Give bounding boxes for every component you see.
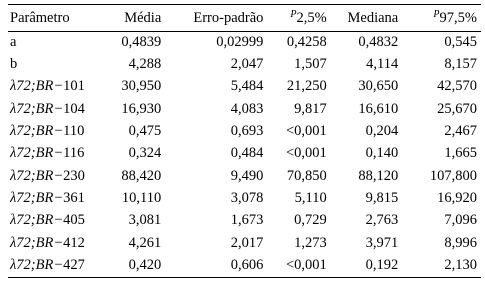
parametro-prefix: λ72;BR− (10, 234, 64, 251)
cell-p97-5: 1,665 (444, 145, 477, 162)
cell-p97-5: 42,570 (437, 78, 477, 95)
cell-mediana: 88,120 (358, 167, 399, 184)
cell-parametro (8, 165, 110, 187)
cell-erro-padrao: 2,047 (230, 56, 264, 73)
parametro-code: 101 (63, 78, 85, 95)
table-row (8, 76, 481, 98)
parametro-code: 110 (63, 123, 85, 140)
parametro-prefix: λ72;BR− (10, 100, 64, 117)
parametro-code: b (10, 56, 18, 73)
cell-erro-padrao: 4,083 (230, 100, 264, 117)
header-p2-5-value: 2,5% (296, 9, 327, 26)
parametro-prefix: λ72;BR− (10, 256, 64, 273)
cell-mediana: 2,763 (365, 212, 399, 229)
cell-media: 0,420 (128, 256, 162, 273)
cell-p2-5: 0,4258 (286, 33, 327, 50)
table-header (8, 5, 481, 31)
cell-mediana: 4,114 (366, 56, 399, 73)
cell-mediana: 0,4832 (358, 33, 399, 50)
cell-mediana: 0,140 (365, 145, 399, 162)
cell-mediana: 3,971 (365, 234, 399, 251)
table-body (8, 31, 481, 276)
cell-p2-5: <0,001 (285, 256, 327, 273)
cell-p2-5: <0,001 (285, 145, 327, 162)
cell-erro-padrao: 5,484 (230, 78, 264, 95)
header-media: Média (124, 9, 162, 26)
cell-parametro (8, 209, 110, 231)
cell-mediana: 0,204 (365, 123, 399, 140)
header-row (8, 5, 481, 31)
cell-parametro (8, 98, 110, 120)
parametro-prefix: λ72;BR− (10, 189, 64, 206)
cell-p97-5: 107,800 (429, 167, 477, 184)
cell-erro-padrao: 9,490 (230, 167, 264, 184)
cell-erro-padrao: 2,017 (230, 234, 264, 251)
cell-erro-padrao: 0,02999 (216, 33, 264, 50)
cell-erro-padrao: 0,606 (230, 256, 264, 273)
cell-p97-5: 7,096 (444, 212, 477, 229)
cell-media: 3,081 (128, 212, 162, 229)
cell-p97-5: 2,467 (444, 123, 477, 140)
cell-parametro (8, 187, 110, 209)
cell-erro-padrao: 3,078 (230, 189, 264, 206)
table-row (8, 232, 481, 254)
table-row (8, 120, 481, 142)
parametro-prefix: λ72;BR− (10, 212, 64, 229)
cell-media: 10,110 (121, 189, 162, 206)
cell-media: 16,930 (121, 100, 162, 117)
cell-media: 0,324 (128, 145, 162, 162)
table-row (8, 187, 481, 209)
cell-p2-5: 1,507 (294, 56, 327, 73)
table-row (8, 53, 481, 75)
cell-media: 4,288 (128, 56, 162, 73)
table-row (8, 98, 481, 120)
cell-parametro (8, 120, 110, 142)
cell-p97-5: 8,996 (444, 234, 477, 251)
header-erro-padrao: Erro-padrão (193, 9, 264, 26)
cell-mediana: 30,650 (358, 78, 399, 95)
cell-media: 30,950 (121, 78, 162, 95)
cell-mediana: 16,610 (358, 100, 399, 117)
cell-p97-5: 16,920 (437, 189, 477, 206)
cell-p97-5: 2,130 (444, 256, 477, 273)
cell-erro-padrao: 0,484 (230, 145, 264, 162)
cell-parametro (8, 232, 110, 254)
table-bottom-rule (8, 277, 481, 278)
header-p97-5-symbol: P (433, 8, 440, 20)
table-row (8, 209, 481, 231)
cell-p97-5: 8,157 (444, 56, 477, 73)
parametro-code: 405 (63, 212, 85, 229)
parametro-prefix: λ72;BR− (10, 167, 64, 184)
cell-p2-5: 0,729 (294, 212, 327, 229)
table-row (8, 254, 481, 276)
header-mediana: Mediana (347, 9, 399, 26)
cell-p2-5: 5,110 (294, 189, 327, 206)
cell-p2-5: <0,001 (285, 123, 327, 140)
cell-p2-5: 70,850 (286, 167, 327, 184)
parametro-code: 412 (63, 234, 85, 251)
cell-erro-padrao: 1,673 (230, 212, 264, 229)
cell-p2-5: 9,817 (294, 100, 327, 117)
parametro-code: 361 (63, 189, 85, 206)
cell-erro-padrao: 0,693 (230, 123, 264, 140)
cell-media: 0,4839 (121, 33, 162, 50)
cell-p97-5: 0,545 (444, 33, 477, 50)
cell-parametro (8, 76, 110, 98)
cell-parametro (8, 53, 110, 75)
cell-parametro (8, 254, 110, 276)
cell-media: 88,420 (121, 167, 162, 184)
parametro-prefix: λ72;BR− (10, 145, 64, 162)
table-row (8, 142, 481, 164)
cell-media: 0,475 (128, 123, 162, 140)
parametro-code: 230 (63, 167, 85, 184)
cell-p2-5: 21,250 (286, 78, 327, 95)
cell-p97-5: 25,670 (437, 100, 477, 117)
header-p97-5 (400, 5, 481, 31)
header-p2-5-symbol: P (290, 8, 297, 20)
cell-media: 4,261 (128, 234, 162, 251)
header-p2-5 (265, 5, 328, 31)
parametro-code: 116 (63, 145, 85, 162)
table-row (8, 165, 481, 187)
parametro-prefix: λ72;BR− (10, 123, 64, 140)
cell-mediana: 9,815 (365, 189, 399, 206)
parametro-code: 104 (63, 100, 85, 117)
parametro-prefix: λ72;BR− (10, 78, 64, 95)
cell-mediana: 0,192 (365, 256, 399, 273)
cell-parametro (8, 142, 110, 164)
cell-p2-5: 1,273 (294, 234, 327, 251)
header-parametro: Parâmetro (10, 9, 70, 26)
parameter-estimates-table (8, 5, 481, 276)
table-row (8, 31, 481, 53)
parametro-code: a (10, 33, 17, 50)
parametro-code: 427 (63, 256, 85, 273)
cell-parametro (8, 31, 110, 53)
header-p97-5-value: 97,5% (439, 9, 477, 26)
